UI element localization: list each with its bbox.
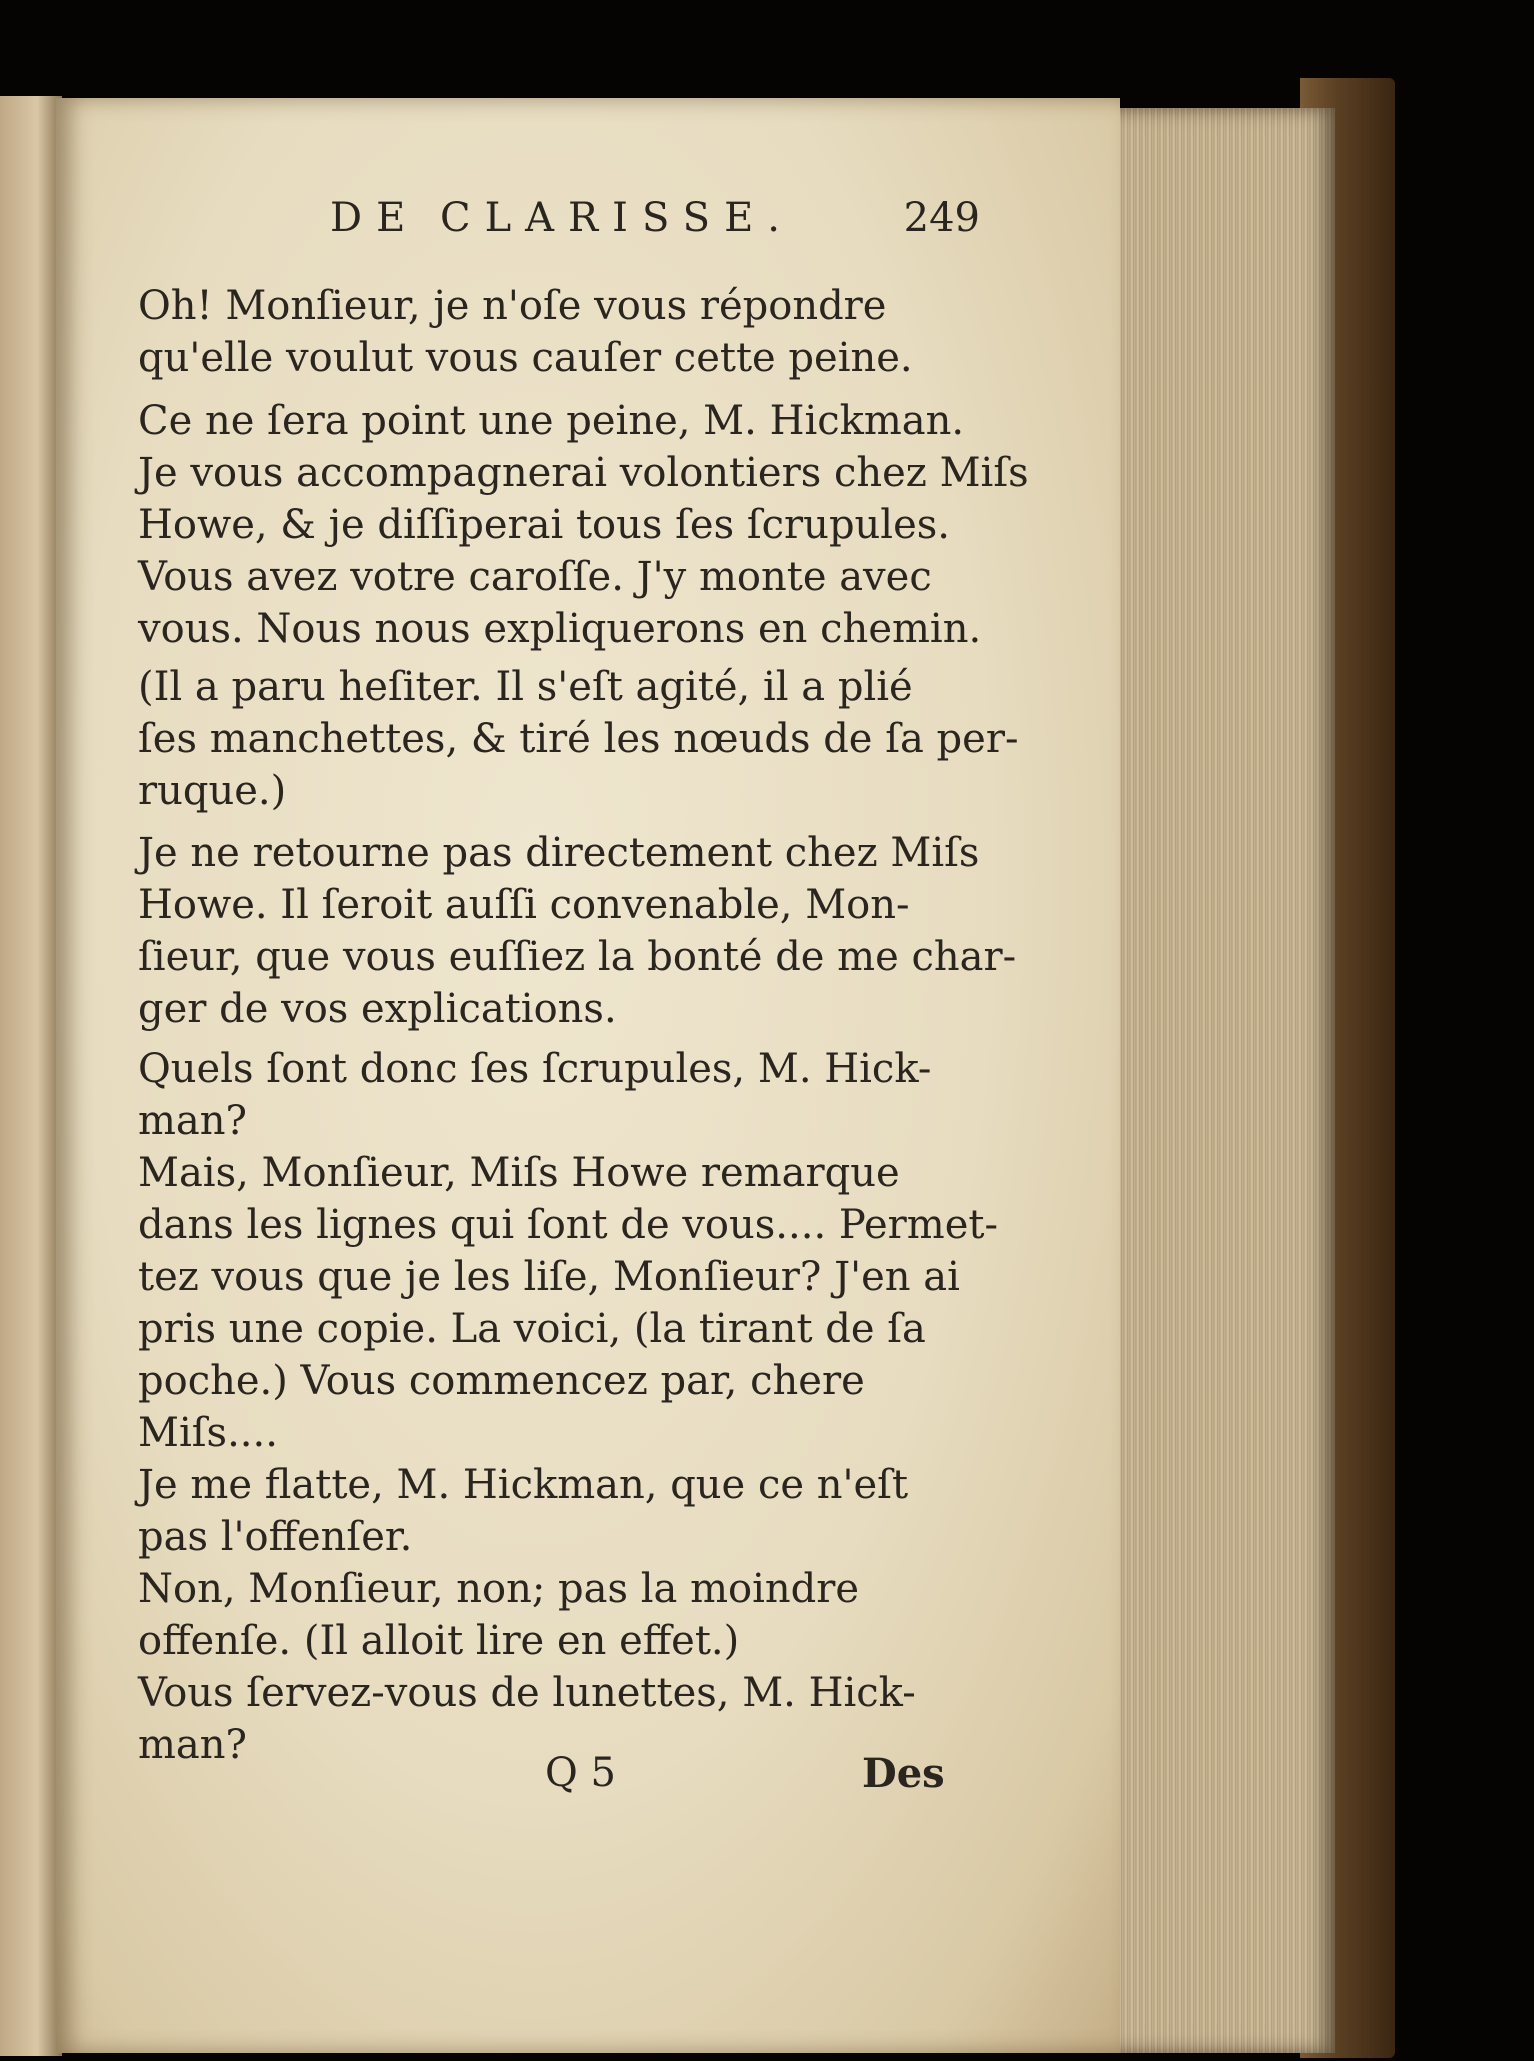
text-line: Je ne retourne pas directement chez Miſs: [138, 830, 980, 876]
text-line: Non, Monſieur, non; pas la moindre: [138, 1566, 860, 1612]
signature-mark: Q 5: [545, 1750, 616, 1796]
text-line: Quels ſont donc ſes ſcrupules, M. Hick-: [138, 1046, 932, 1092]
text-line: Je vous accompagnerai volontiers chez Miſs: [138, 450, 1029, 496]
text-line: poche.) Vous commencez par, chere: [138, 1358, 865, 1404]
text-line: man?: [138, 1722, 247, 1768]
catchword: Des: [862, 1750, 945, 1797]
text-line: ſieur, que vous euſſiez la bonté de me char-: [138, 934, 1017, 980]
text-line: Mais, Monſieur, Miſs Howe remarque: [138, 1150, 900, 1196]
text-line: Howe. Il ſeroit auſſi convenable, Mon-: [138, 882, 910, 928]
text-line: dans les lignes qui ſont de vous.... Permet-: [138, 1202, 998, 1248]
text-line: ger de vos explications.: [138, 986, 617, 1032]
text-line: qu'elle voulut vous cauſer cette peine.: [138, 335, 913, 381]
text-line: ruque.): [138, 768, 287, 814]
text-line: Miſs....: [138, 1410, 278, 1456]
text-line: tez vous que je les liſe, Monſieur? J'en ai: [138, 1254, 960, 1300]
text-line: pas l'offenſer.: [138, 1514, 413, 1560]
running-header: [330, 195, 980, 255]
text-line: man?: [138, 1098, 247, 1144]
page-edges: [1110, 108, 1335, 2053]
text-line: Je me flatte, M. Hickman, que ce n'eſt: [138, 1462, 909, 1508]
text-line: vous. Nous nous expliquerons en chemin.: [138, 606, 982, 652]
text-line: Vous ſervez-vous de lunettes, M. Hick-: [138, 1670, 916, 1716]
text-line: Vous avez votre caroſſe. J'y monte avec: [138, 554, 932, 600]
text-line: pris une copie. La voici, (la tirant de ſa: [138, 1306, 926, 1352]
text-line: Ce ne ſera point une peine, M. Hickman.: [138, 398, 965, 444]
previous-page-edge: [0, 96, 62, 2056]
page-number: 249: [903, 195, 980, 241]
text-line: Oh! Monſieur, je n'oſe vous répondre: [138, 283, 887, 329]
text-line: Howe, & je diſſiperai tous ſes ſcrupules.: [138, 502, 951, 548]
text-line: (Il a paru heſiter. Il s'eſt agité, il a plié: [138, 664, 913, 710]
header-prefix: DE: [330, 195, 420, 241]
header-title: CLARISSE.: [440, 195, 794, 241]
text-line: ſes manchettes, & tiré les nœuds de ſa per-: [138, 716, 1019, 762]
text-line: offenſe. (Il alloit lire en effet.): [138, 1618, 740, 1664]
